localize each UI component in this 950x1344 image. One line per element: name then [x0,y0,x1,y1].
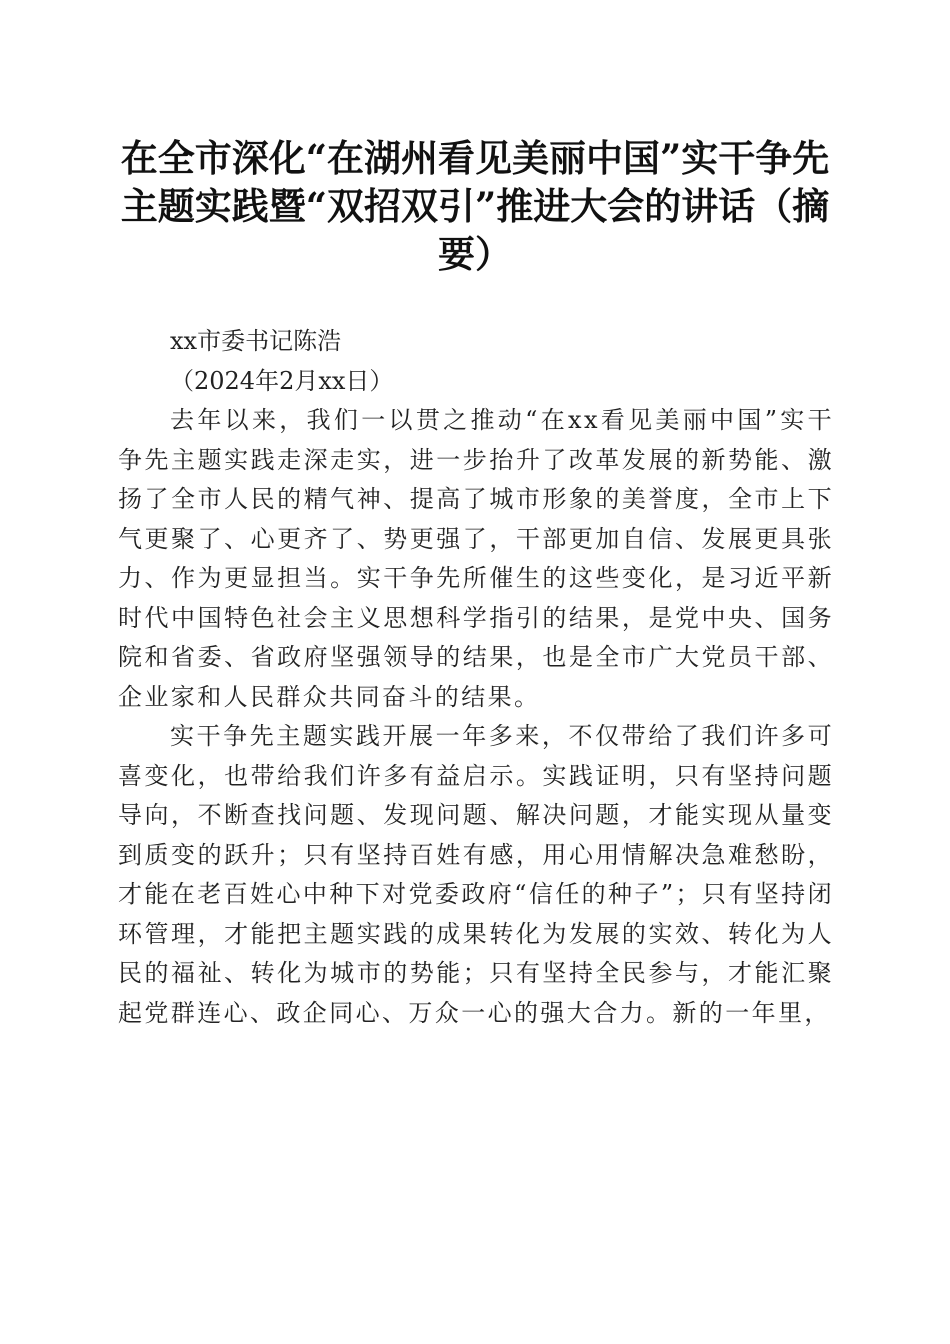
paragraph-1: 去年以来，我们一以贯之推动“在xx看见美丽中国”实干争先主题实践走深走实，进一步抬升了改革发展的新势能、激扬了全市人民的精气神、提高了城市形象的美誉度，全市上下气更聚了、心更齐了、势更强了，干部更加自信、发展更具张力、作为更显担当。实干争先所催生的这些变化，是习近平新时代中国特色社会主义思想科学指引的结果，是党中央、国务院和省委、省政府坚强领导的结果，也是全市广大党员干部、企业家和人民群众共同奋斗的结果。 [118,406,834,711]
paragraph-2: 实干争先主题实践开展一年多来，不仅带给了我们许多可喜变化，也带给我们许多有益启示。实践证明，只有坚持问题导向，不断查找问题、发现问题、解决问题，才能实现从量变到质变的跃升；只有坚持百姓有感，用心用情解决急难愁盼，才能在老百姓心中种下对党委政府“信任的种子”；只有坚持闭环管理，才能把主题实践的成果转化为发展的实效、转化为人民的福祉、转化为城市的势能；只有坚持全民参与，才能汇聚起党群连心、政企同心、万众一心的强大合力。新的一年里， [118,722,834,1027]
document-title: 在全市深化“在湖州看见美丽中国”实干争先主题实践暨“双招双引”推进大会的讲话（摘要） [120,136,830,276]
date-line: （2024年2月xx日） [170,366,394,395]
document-body [118,322,834,1033]
author-line: xx市委书记陈浩 [170,327,342,355]
